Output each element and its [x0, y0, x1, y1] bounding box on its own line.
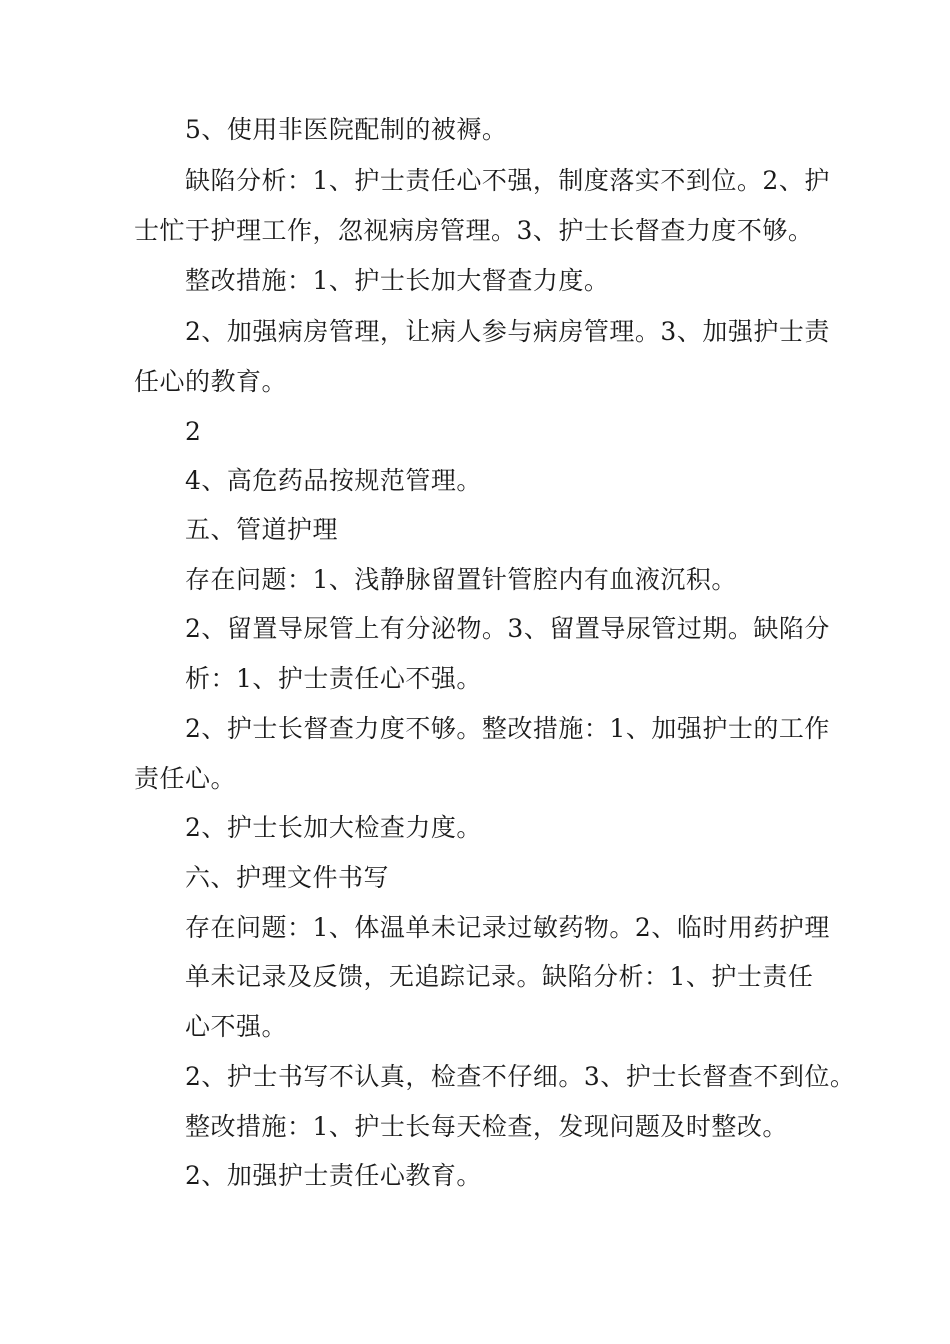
text-line: 整改措施：1、护士长加大督查力度。 [185, 266, 610, 295]
text-line: 心不强。 [185, 1012, 288, 1041]
text-line: 整改措施：1、护士长每天检查，发现问题及时整改。 [185, 1112, 788, 1141]
section-heading: 六、护理文件书写 [185, 863, 390, 892]
text-line: 2、护士书写不认真，检查不仔细。3、护士长督查不到位。 [185, 1062, 856, 1091]
text-line: 2、加强护士责任心教育。 [185, 1161, 482, 1190]
text-line: 责任心。 [134, 764, 237, 793]
text-line: 4、高危药品按规范管理。 [185, 466, 482, 495]
section-heading: 五、管道护理 [185, 515, 339, 544]
text-line: 2、留置导尿管上有分泌物。3、留置导尿管过期。缺陷分 [185, 614, 830, 643]
page-number: 2 [185, 417, 202, 446]
text-line: 5、使用非医院配制的被褥。 [185, 115, 508, 144]
text-line: 2、加强病房管理，让病人参与病房管理。3、加强护士责 [185, 317, 830, 346]
text-line: 2、护士长督查力度不够。整改措施：1、加强护士的工作 [185, 714, 830, 743]
text-line: 单未记录及反馈，无追踪记录。缺陷分析：1、护士责任 [185, 962, 814, 991]
text-line: 士忙于护理工作，忽视病房管理。3、护士长督查力度不够。 [134, 216, 814, 245]
text-line: 缺陷分析：1、护士责任心不强，制度落实不到位。2、护 [185, 166, 830, 195]
text-line: 2、护士长加大检查力度。 [185, 813, 482, 842]
text-line: 存在问题：1、体温单未记录过敏药物。2、临时用药护理 [185, 913, 830, 942]
text-line: 析：1、护士责任心不强。 [185, 664, 482, 693]
text-line: 存在问题：1、浅静脉留置针管腔内有血液沉积。 [185, 565, 737, 594]
text-line: 任心的教育。 [134, 367, 288, 396]
